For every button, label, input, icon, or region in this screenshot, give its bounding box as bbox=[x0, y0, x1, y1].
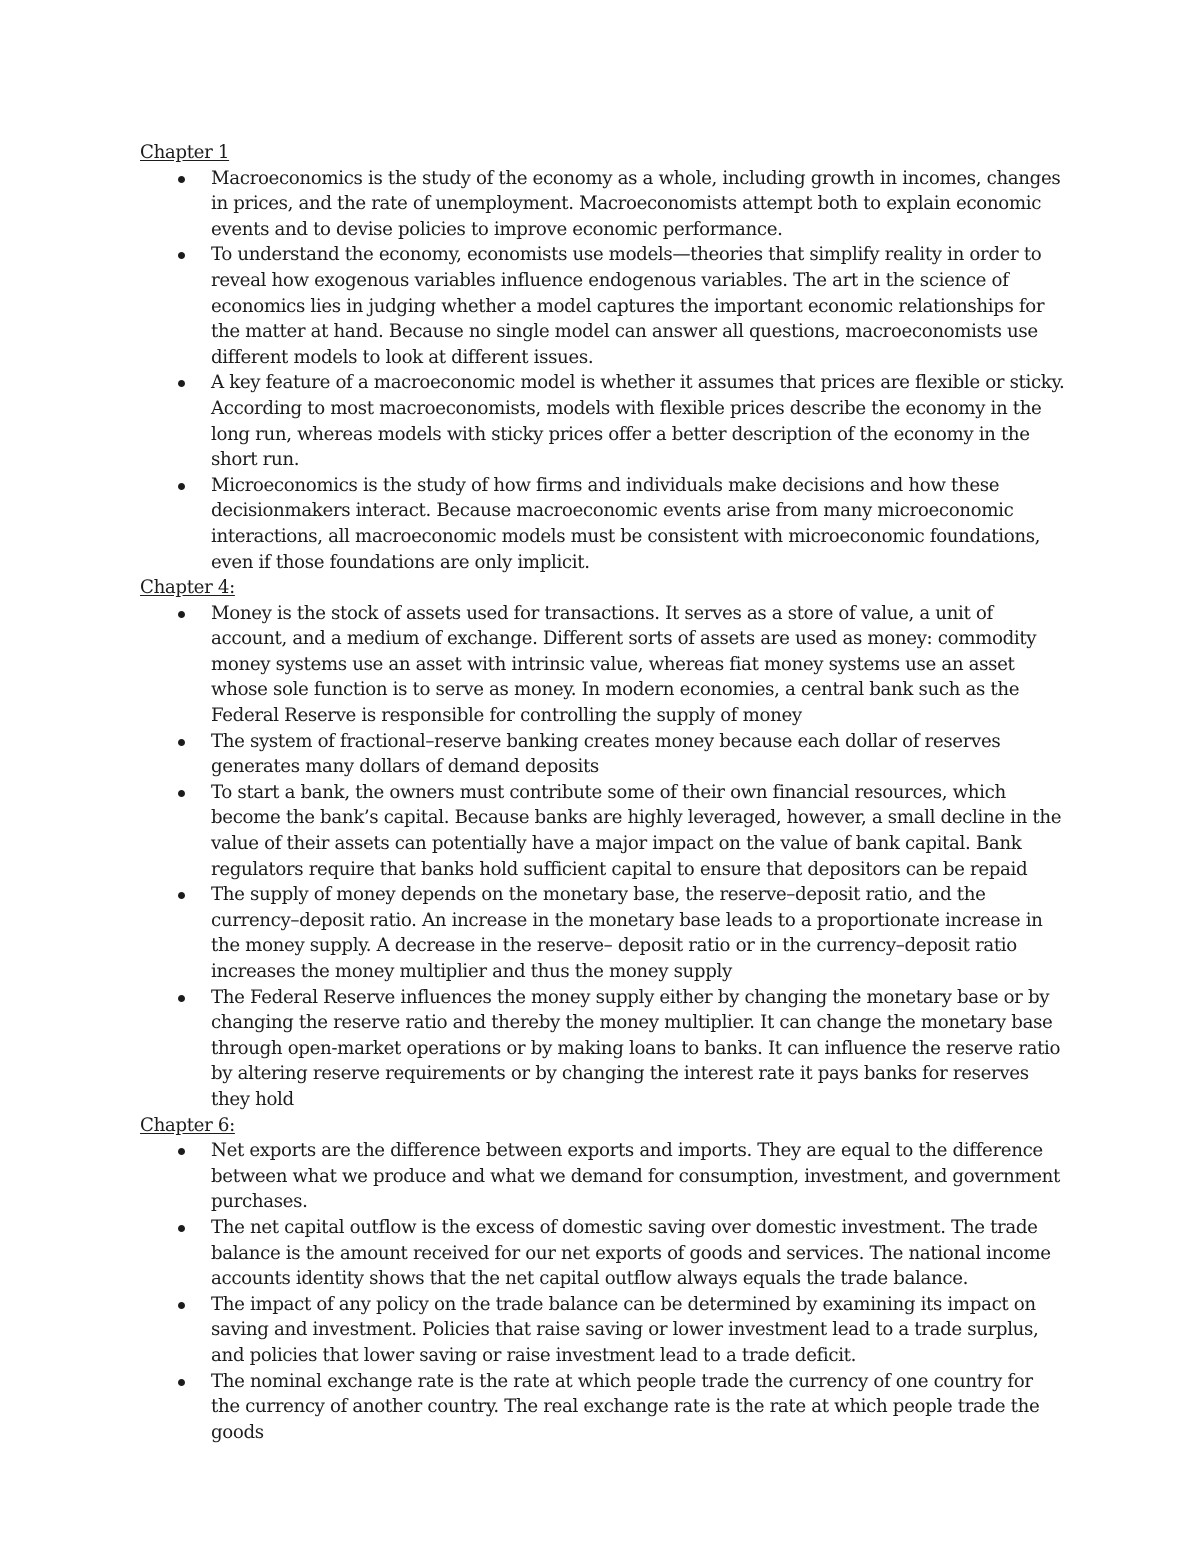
list-item-text: Net exports are the difference between exports and imports. They are equal to the difference between what we produce and what we demand for consumption, investment, and government purchases. bbox=[211, 1140, 1060, 1213]
list-item bbox=[140, 1215, 1065, 1292]
chapter-heading: Chapter 6: bbox=[140, 1114, 235, 1136]
list-item bbox=[140, 1292, 1065, 1369]
bullet-icon bbox=[178, 176, 185, 183]
bullet-icon bbox=[178, 380, 185, 387]
list-item bbox=[140, 1369, 1065, 1446]
bullet-icon bbox=[178, 252, 185, 259]
list-item bbox=[140, 985, 1065, 1113]
bullet-icon bbox=[178, 739, 185, 746]
bullet-icon bbox=[178, 1225, 185, 1232]
bullet-list bbox=[140, 1138, 1065, 1445]
list-item-text: The impact of any policy on the trade balance can be determined by examining its impact on saving and investment. Policies that raise saving or lower investment lead to a trade surplus, and policies that lower saving or raise investment lead to a trade deficit. bbox=[211, 1293, 1039, 1366]
bullet-list bbox=[140, 601, 1065, 1113]
bullet-icon bbox=[178, 1148, 185, 1155]
list-item-text: Money is the stock of assets used for transactions. It serves as a store of value, a unit of account, and a medium of exchange. Different sorts of assets are used as money: commodity money systems use an asset with intrinsic value, whereas fiat money systems use an asset whose sole function is to serve as money. In modern economies, a central bank such as the Federal Reserve is responsible for controlling the supply of money bbox=[211, 602, 1037, 727]
list-item-text: To understand the economy, economists use models—theories that simplify reality in order to reveal how exogenous variables influence endogenous variables. The art in the science of economics lies in judging whether a model captures the important economic relationships for the matter at hand. Because no single model can answer all questions, macroeconomists use different models to look at different issues. bbox=[211, 244, 1045, 368]
list-item-text: To start a bank, the owners must contribute some of their own financial resources, which become the bank’s capital. Because banks are highly leveraged, however, a small decline in the value of their assets can potentially have a major impact on the value of bank capital. Bank regulators require that banks hold sufficient capital to ensure that depositors can be repaid bbox=[211, 781, 1062, 880]
list-item bbox=[140, 601, 1065, 729]
list-item bbox=[140, 1138, 1065, 1215]
list-item-text: The nominal exchange rate is the rate at which people trade the currency of one country for the currency of another country. The real exchange rate is the rate at which people trade the goods bbox=[211, 1370, 1040, 1443]
document-body bbox=[140, 140, 1065, 1445]
chapter-heading: Chapter 4: bbox=[140, 577, 235, 599]
section-chapter-6 bbox=[140, 1113, 1065, 1446]
bullet-icon bbox=[178, 1379, 185, 1386]
bullet-list bbox=[140, 166, 1065, 576]
bullet-icon bbox=[178, 1302, 185, 1309]
list-item-text: The system of fractional–reserve banking creates money because each dollar of reserves generates many dollars of demand deposits bbox=[211, 730, 1001, 778]
list-item bbox=[140, 473, 1065, 575]
list-item-text: Macroeconomics is the study of the economy as a whole, including growth in incomes, changes in prices, and the rate of unemployment. Macroeconomists attempt both to explain economic events and to devise policies to improve economic performance. bbox=[211, 167, 1061, 240]
list-item-text: The net capital outflow is the excess of domestic saving over domestic investment. The trade balance is the amount received for our net exports of goods and services. The national income accounts identity shows that the net capital outflow always equals the trade balance. bbox=[211, 1216, 1051, 1290]
bullet-icon bbox=[178, 611, 185, 618]
list-item-text: The supply of money depends on the monetary base, the reserve–deposit ratio, and the currency–deposit ratio. An increase in the monetary base leads to a proportionate increase in the money supply. A decrease in the reserve– deposit ratio or in the currency–deposit ratio increases the money multiplier and thus the money supply bbox=[211, 884, 1043, 982]
list-item-text: The Federal Reserve influences the money supply either by changing the monetary base or by changing the reserve ratio and thereby the money multiplier. It can change the monetary base through open-market operations or by making loans to banks. It can influence the reserve ratio by altering reserve requirements or by changing the interest rate it pays banks for reserves they hold bbox=[211, 986, 1061, 1110]
list-item-text: A key feature of a macroeconomic model is whether it assumes that prices are flexible or sticky. According to most macroeconomists, models with flexible prices describe the economy in the long run, whereas models with sticky prices offer a better description of the economy in the short run. bbox=[211, 372, 1065, 471]
list-item bbox=[140, 729, 1065, 780]
bullet-icon bbox=[178, 892, 185, 899]
section-chapter-4 bbox=[140, 575, 1065, 1112]
list-item bbox=[140, 882, 1065, 984]
section-chapter-1 bbox=[140, 140, 1065, 575]
chapter-heading: Chapter 1 bbox=[140, 142, 230, 163]
list-item bbox=[140, 166, 1065, 243]
list-item-text: Microeconomics is the study of how firms and individuals make decisions and how these decisionmakers interact. Because macroeconomic events arise from many microeconomic interactions, all macroeconomic models must be consistent with microeconomic foundations, even if those foundations are only implicit. bbox=[211, 474, 1041, 573]
list-item bbox=[140, 780, 1065, 882]
bullet-icon bbox=[178, 790, 185, 797]
bullet-icon bbox=[178, 995, 185, 1002]
bullet-icon bbox=[178, 483, 185, 490]
list-item bbox=[140, 370, 1065, 472]
list-item bbox=[140, 242, 1065, 370]
